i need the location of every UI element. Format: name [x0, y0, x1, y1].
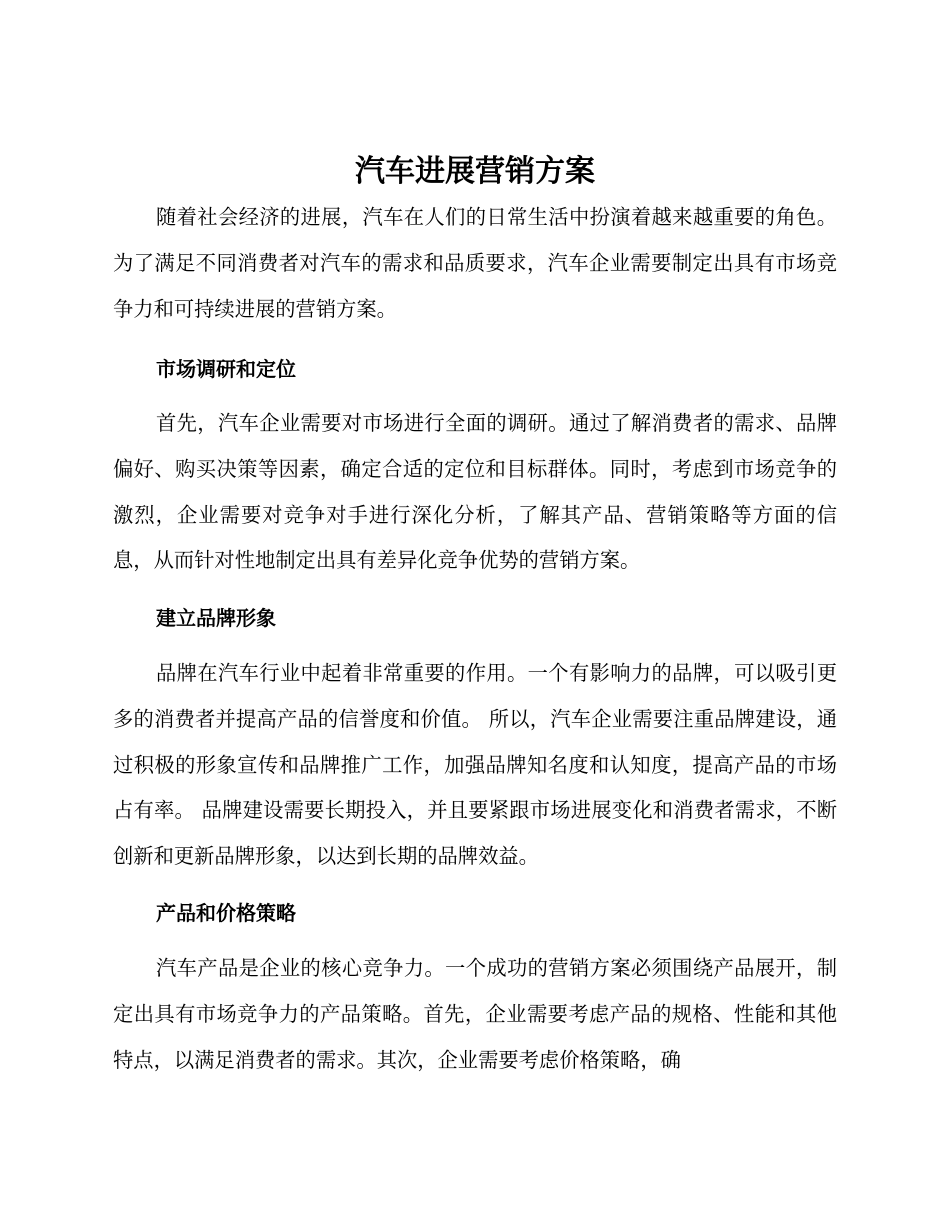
section-heading-market-research: 市场调研和定位	[156, 357, 296, 381]
section-body-market-research: 首先，汽车企业需要对市场进行全面的调研。通过了解消费者的需求、品牌偏好、购买决策等因素，确定合适的定位和目标群体。同时，考虑到市场竞争的激烈，企业需要对竞争对手进行深化分析，了解其产品、营销策略等方面的信息，从而针对性地制定出具有差异化竞争优势的营销方案。	[113, 411, 837, 573]
section-heading-brand-image: 建立品牌形象	[156, 606, 276, 630]
section-body-brand-image: 品牌在汽车行业中起着非常重要的作用。一个有影响力的品牌，可以吸引更多的消费者并提高产品的信誉度和价值。 所以，汽车企业需要注重品牌建设，通过积极的形象宣传和品牌推广工作，加强品牌知名度和认知度，提高产品的市场占有率。 品牌建设需要长期投入，并且要紧跟市场进展变化和消费者需求，不断创新和更新品牌形象，以达到长期的品牌效益。	[113, 661, 837, 869]
section-heading-product-price: 产品和价格策略	[156, 901, 296, 925]
document-title: 汽车进展营销方案	[355, 154, 595, 189]
intro-paragraph: 随着社会经济的进展，汽车在人们的日常生活中扮演着越来越重要的角色。为了满足不同消费者对汽车的需求和品质要求，汽车企业需要制定出具有市场竞争力和可持续进展的营销方案。	[113, 205, 837, 321]
section-body-product-price: 汽车产品是企业的核心竞争力。一个成功的营销方案必须围绕产品展开，制定出具有市场竞争力的产品策略。首先，企业需要考虑产品的规格、性能和其他特点，以满足消费者的需求。其次，企业需要考虑价格策略，确	[113, 956, 837, 1072]
